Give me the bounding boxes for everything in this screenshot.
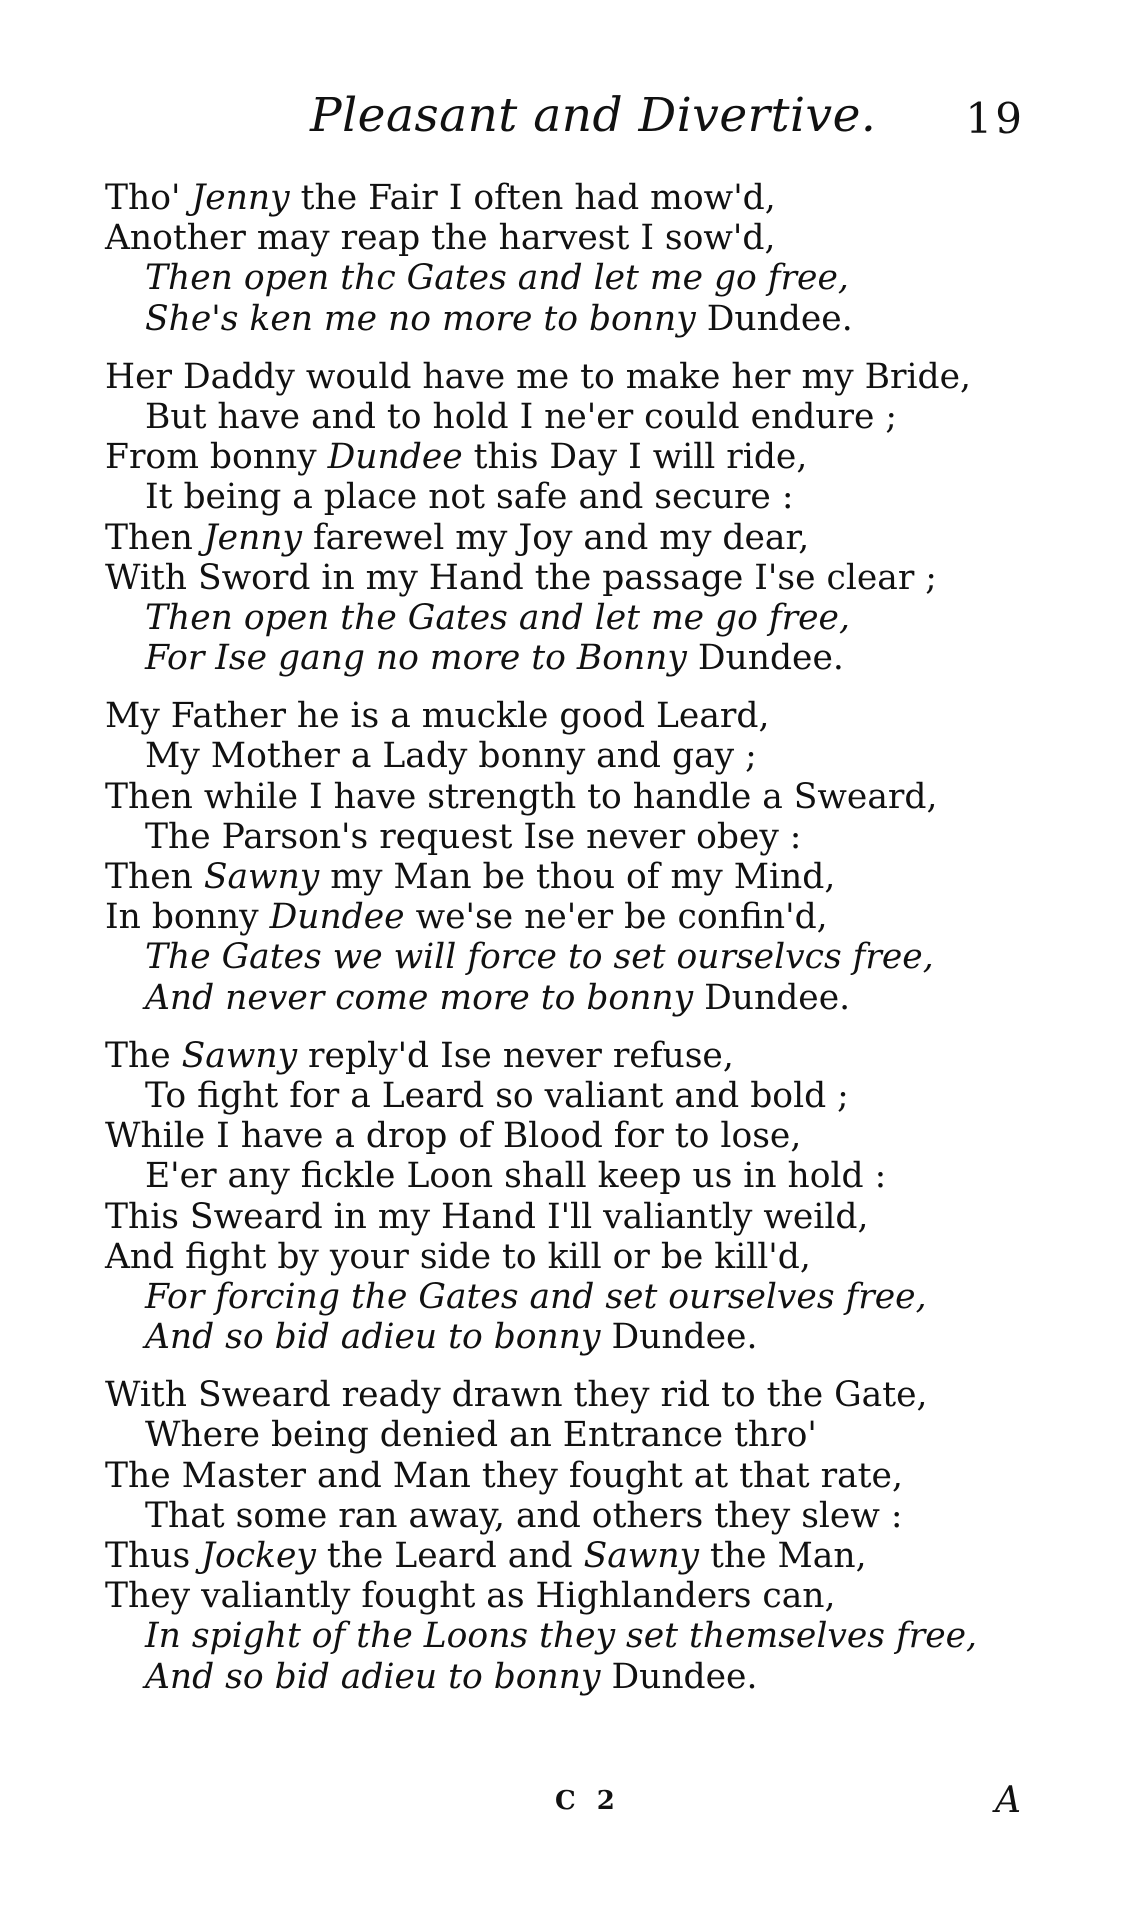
poem-line: From bonny Dundee this Day I will ride, (105, 437, 808, 478)
signature-mark: C 2 (555, 1786, 621, 1816)
poem-line: Then Sawny my Man be thou of my Mind, (105, 857, 836, 897)
poem-line: This Sweard in my Hand I'll valiantly weild, (105, 1196, 869, 1237)
poem-line: My Father he is a muckle good Leard, (105, 696, 770, 737)
running-title: Pleasant and Divertive. (310, 88, 877, 143)
stanza-4 (105, 1036, 1055, 1358)
poem-line: Where being denied an Entrance thro' (145, 1415, 817, 1456)
poem-refrain-line: She's ken me no more to bonny Dundee. (145, 298, 853, 339)
stanza-2 (105, 357, 1055, 679)
poem-line: It being a place not safe and secure : (145, 477, 794, 518)
poem-line: Then Jenny farewel my Joy and my dear, (105, 517, 810, 558)
poem-line: The Parson's request Ise never obey : (145, 816, 802, 857)
poem-refrain-line: And never come more to bonny Dundee. (145, 977, 851, 1018)
poem-line: They valiantly fought as Highlanders can, (105, 1576, 836, 1617)
stanza-5 (105, 1375, 1055, 1697)
poem-line: While I have a drop of Blood for to lose, (105, 1116, 802, 1157)
poem-refrain-line: Then open thc Gates and let me go free, (145, 258, 849, 299)
poem-line: The Master and Man they fought at that rate, (105, 1455, 903, 1496)
poem-refrain-line: The Gates we will force to set ourselvcs free, (145, 937, 934, 978)
poem-line: Tho' Jenny the Fair I often had mow'd, (105, 178, 776, 218)
poem-line: The Sawny reply'd Ise never refuse, (105, 1035, 734, 1076)
poem-line: With Sweard ready drawn they rid to the Gate, (105, 1375, 928, 1416)
poem-refrain-line: And so bid adieu to bonny Dundee. (145, 1317, 758, 1358)
poem-line: And fight by your side to kill or be kill'd, (105, 1236, 811, 1277)
poem-refrain-line: Then open the Gates and let me go free, (145, 597, 850, 638)
stanza-1 (105, 178, 1055, 339)
poem-line: Then while I have strength to handle a Sweard, (105, 776, 938, 817)
poem-line: That some ran away, and others they slew : (145, 1495, 903, 1536)
stanza-3 (105, 696, 1055, 1018)
poem-line: To fight for a Leard so valiant and bold ; (145, 1075, 849, 1116)
poem-refrain-line: And so bid adieu to bonny Dundee. (145, 1656, 758, 1697)
poem-refrain-line: For Ise gang no more to Bonny Dundee. (145, 638, 844, 679)
poem-refrain-line: In spight of the Loons they set themselves free, (145, 1616, 978, 1657)
poem-line: Another may reap the harvest I sow'd, (105, 218, 776, 259)
poem-line: Thus Jockey the Leard and Sawny the Man, (105, 1536, 867, 1576)
poem-line: My Mother a Lady bonny and gay ; (145, 736, 757, 777)
poem-refrain-line: For forcing the Gates and set ourselves free, (145, 1276, 927, 1317)
poem-line: Her Daddy would have me to make her my Bride, (105, 356, 971, 397)
poem-body (105, 178, 1055, 1715)
poem-line: In bonny Dundee we'se ne'er be confin'd, (105, 897, 828, 938)
poem-line: With Sword in my Hand the passage I'se clear ; (105, 557, 937, 598)
poem-line: But have and to hold I ne'er could endure ; (145, 396, 898, 437)
poem-line: E'er any fickle Loon shall keep us in hold : (145, 1156, 887, 1197)
page-number: 19 (965, 94, 1025, 143)
catchword: A (995, 1780, 1021, 1821)
